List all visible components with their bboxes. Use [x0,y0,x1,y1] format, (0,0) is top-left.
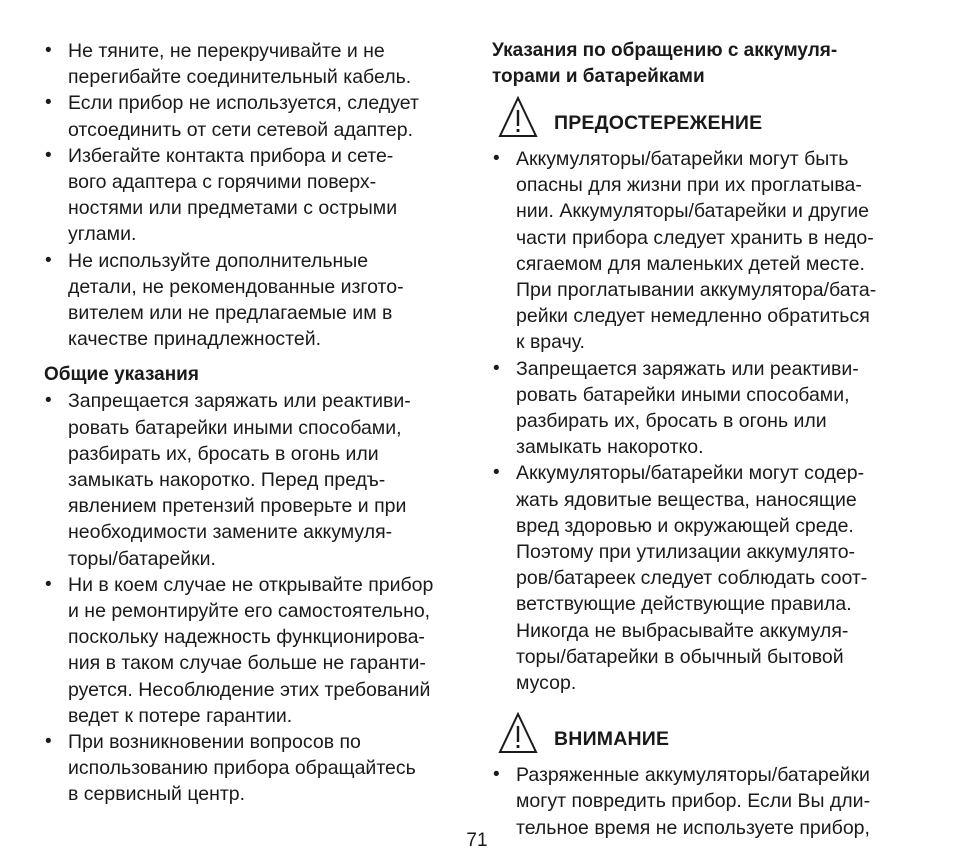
list-item-line: торы/батарейки в обычный бытовой [516,645,844,668]
list-item-line: замыкать накоротко. [516,436,704,459]
list-item-line: • Запрещается заряжать или реактиви- [68,390,411,413]
list-item-line: • Ни в коем случае не открывайте прибор [68,573,434,596]
list-item-line: сягаемом для маленьких детей месте. [516,252,865,275]
list-item-line: • Избегайте контакта прибора и сете- [68,144,394,167]
list-item-line: ностями или предметами с острыми [68,197,398,220]
list-item-line: явлением претензий проверьте и при [68,495,407,518]
list-item [44,90,468,142]
list-item-line: детали, не рекомендованные изгото- [68,275,404,298]
bullet-list-general [44,388,468,807]
list-item-line: ветствующие действующие правила. [516,593,852,616]
warning-triangle-icon [498,712,538,754]
bullet-list-top [44,38,468,352]
list-item [44,143,468,248]
list-item-line: в сервисный центр. [68,783,246,806]
caution-block [492,712,922,758]
list-item-line: к врачу. [516,331,585,354]
list-item-line: ния в таком случае больше не гаранти- [68,652,426,675]
list-item-line: мусор. [516,672,577,695]
heading-line: Указания по обращению с аккумуля- [492,40,838,61]
list-item-line: разбирать их, бросать в огонь или [68,442,379,465]
list-item-line: ведет к потере гарантии. [68,704,293,727]
list-item-line: рейки следует немедленно обратиться [516,305,870,328]
heading-line: торами и батарейками [492,66,705,87]
list-item-line: • Аккумуляторы/батарейки могут быть [516,148,849,170]
battery-section-heading [492,38,922,90]
list-item-line: • Разряженные аккумуляторы/батарейки [516,764,870,787]
list-item [44,729,468,808]
list-item-line: тельное время не используете прибор, [516,816,870,839]
warning-block [492,96,922,142]
list-item-line: • Не тяните, не перекручивайте и не [68,40,385,62]
list-item [492,460,922,696]
right-column [492,38,922,841]
list-item [44,388,468,571]
list-item-line: опасны для жизни при их проглатыва- [516,174,862,197]
bullet-list-warning [492,146,922,696]
left-column [44,38,468,808]
list-item-line: могут повредить прибор. Если Вы дли- [516,790,871,813]
list-item-line: вред здоровью и окружающей среде. [516,514,854,537]
list-item-line: • Запрещается заряжать или реактиви- [516,357,859,380]
list-item-line: • При возникновении вопросов по [68,731,361,754]
list-item-line: • Аккумуляторы/батарейки могут содер- [516,462,865,485]
list-item [492,356,922,461]
list-item-line: Поэтому при утилизации аккумулято- [516,541,856,564]
list-item-line: замыкать накоротко. Перед предъ- [68,469,386,492]
list-item-line: вителем или не предлагаемые им в [68,302,393,325]
general-notes-heading: Общие указания [44,364,199,386]
list-item [44,572,468,729]
list-item-line: • Если прибор не используется, следует [68,92,419,115]
list-item-line: отсоединить от сети сетевой адаптер. [68,118,414,141]
list-item-line: ровать батарейки иными способами, [516,383,850,406]
list-item-line: нии. Аккумуляторы/батарейки и другие [516,200,869,223]
list-item-line: поскольку надежность функционирова- [68,626,425,649]
warning-triangle-icon [498,96,538,138]
list-item-line: При проглатывании аккумулятора/бата- [516,279,877,302]
list-item-line: ровать батарейки иными способами, [68,416,402,439]
list-item-line: торы/батарейки. [68,547,216,570]
list-item [44,38,468,90]
list-item-line: вого адаптера с горячими поверх- [68,171,377,194]
list-item [492,146,922,356]
list-item-line: перегибайте соединительный кабель. [68,66,412,89]
warning-title: ПРЕДОСТЕРЕЖЕНИЕ [554,112,763,134]
caution-title: ВНИМАНИЕ [554,728,670,751]
list-item [44,248,468,353]
list-item-line: необходимости замените аккумуля- [68,521,393,544]
list-item-line: части прибора следует хранить в недо- [516,226,874,249]
list-item-line: использованию прибора обращайтесь [68,757,416,780]
list-item-line: качестве принадлежностей. [68,328,322,351]
list-item-line: • Не используйте дополнительные [68,249,369,272]
list-item-line: жать ядовитые вещества, наносящие [516,488,857,511]
list-item-line: Никогда не выбрасывайте аккумуля- [516,619,849,642]
list-item-line: углами. [68,223,137,246]
page-number: 71 [466,830,488,851]
list-item-line: и не ремонтируйте его самостоятельно, [68,600,431,623]
list-item-line: разбирать их, бросать в огонь или [516,410,827,433]
list-item-line: руется. Несоблюдение этих требований [68,678,431,701]
list-item-line: ров/батареек следует соблюдать соот- [516,567,868,590]
